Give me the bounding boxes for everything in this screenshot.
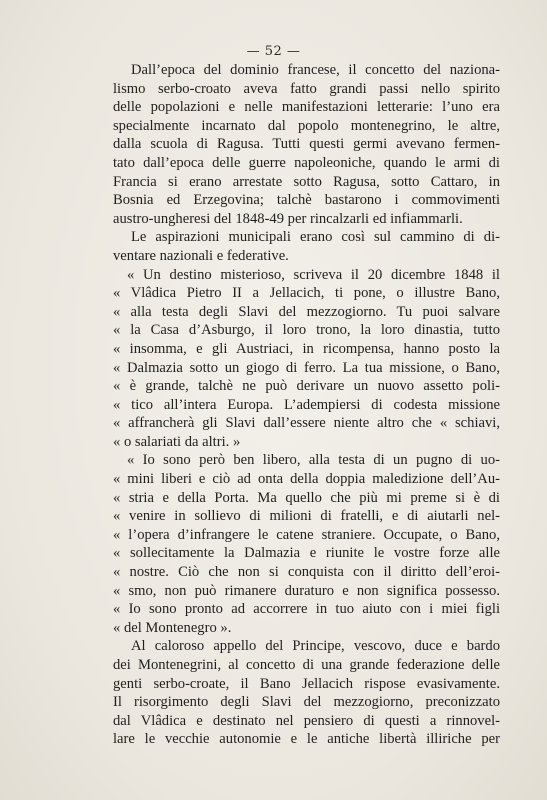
text-line: « l’opera d’infrangere le catene straniere. Occupate, o Bano,: [113, 526, 500, 543]
text-line: « la Casa d’Asburgo, il loro trono, la loro dinastia, tutto: [113, 322, 500, 339]
text-line: « o salariati da altri. »: [113, 433, 241, 450]
text-line: lare le vecchie autonomie e le antiche libertà illiriche per: [113, 731, 500, 748]
page-number: — 52 —: [246, 44, 301, 59]
text-line: lismo serbo-croato aveva fatto grandi passi nello spirito: [113, 80, 500, 97]
text-line: « Io sono però ben libero, alla testa di un pugno di uo-: [127, 452, 500, 469]
quotation-paragraph: [113, 266, 500, 452]
text-line: Al caloroso appello del Principe, vescovo, duce e bardo: [131, 638, 500, 655]
text-line: « Dalmazia sotto un giogo di ferro. La tua missione, o Bano,: [113, 359, 500, 376]
text-line: austro-ungheresi del 1848-49 per rincalzarli ed infiammarli.: [113, 210, 463, 227]
text-line: « del Montenegro ».: [113, 619, 232, 636]
text-line: dal Vlâdica e destinato nel pensiero di questi a rinnovel-: [113, 712, 500, 729]
text-line: « affrancherà gli Slavi dall’essere niente altro che « schiavi,: [113, 415, 500, 432]
quotation-paragraph: [113, 451, 500, 637]
paragraph: [113, 637, 500, 749]
text-line: « è grande, talchè ne può derivare un nuovo assetto poli-: [113, 378, 500, 395]
text-line: « nostre. Ciò che non si conquista con il diritto dell’eroi-: [113, 564, 500, 581]
text-line: Dall’epoca del dominio francese, il concetto del naziona-: [131, 62, 500, 78]
text-line: genti serbo-croate, il Bano Jellacich rispose evasivamente.: [113, 675, 500, 692]
text-line: « Io sono pronto ad accorrere in tuo aiuto con i miei figli: [113, 601, 500, 618]
text-line: dei Montenegrini, al concetto di una grande federazione delle: [113, 657, 500, 673]
paragraph: [113, 61, 500, 228]
text-line: ventare nazionali e federative.: [113, 247, 289, 264]
text-line: « mini liberi e ciò ad onta della doppia maledizione dell’Au-: [113, 471, 500, 488]
text-line: tato dall’epoca delle guerre napoleoniche, quando le armi di: [113, 154, 500, 171]
text-line: « smo, non può rimanere duraturo e non significa possesso.: [113, 582, 500, 599]
paragraph: [113, 228, 500, 265]
text-line: « Vlâdica Pietro II a Jellacich, ti pone, o illustre Bano,: [113, 285, 500, 302]
text-line: delle popolazioni e nelle manifestazioni letterarie: l’uno era: [113, 99, 500, 116]
text-line: Il risorgimento degli Slavi del mezzogiorno, preconizzato: [113, 694, 500, 711]
text-line: « Un destino misterioso, scriveva il 20 dicembre 1848 il: [127, 266, 500, 283]
text-line: « tico all’intera Europa. L’adempiersi di codesta missione: [113, 396, 500, 413]
text-line: « sollecitamente la Dalmazia e riunite le vostre forze alle: [113, 545, 500, 562]
text-line: specialmente incarnato dal popolo montenegrino, le altre,: [113, 117, 500, 134]
text-line: dalla scuola di Ragusa. Tutti questi germi avevano fermen-: [113, 136, 500, 153]
text-line: Francia si erano arrestate sotto Ragusa, sotto Cattaro, in: [113, 173, 500, 190]
text-line: Bosnia ed Erzegovina; talchè bastarono i commovimenti: [113, 192, 500, 209]
body-text: [113, 61, 500, 749]
text-line: « insomma, e gli Austriaci, in ricompensa, hanno posto la: [113, 340, 500, 357]
text-line: « venire in sollievo di milioni di fratelli, e di aiutarli nel-: [113, 508, 500, 525]
text-line: « stria e della Porta. Ma quello che più mi preme si è di: [113, 489, 500, 506]
text-line: Le aspirazioni municipali erano così sul cammino di di-: [131, 229, 500, 246]
text-line: « alla testa degli Slavi del mezzogiorno. Tu puoi salvare: [113, 303, 500, 320]
